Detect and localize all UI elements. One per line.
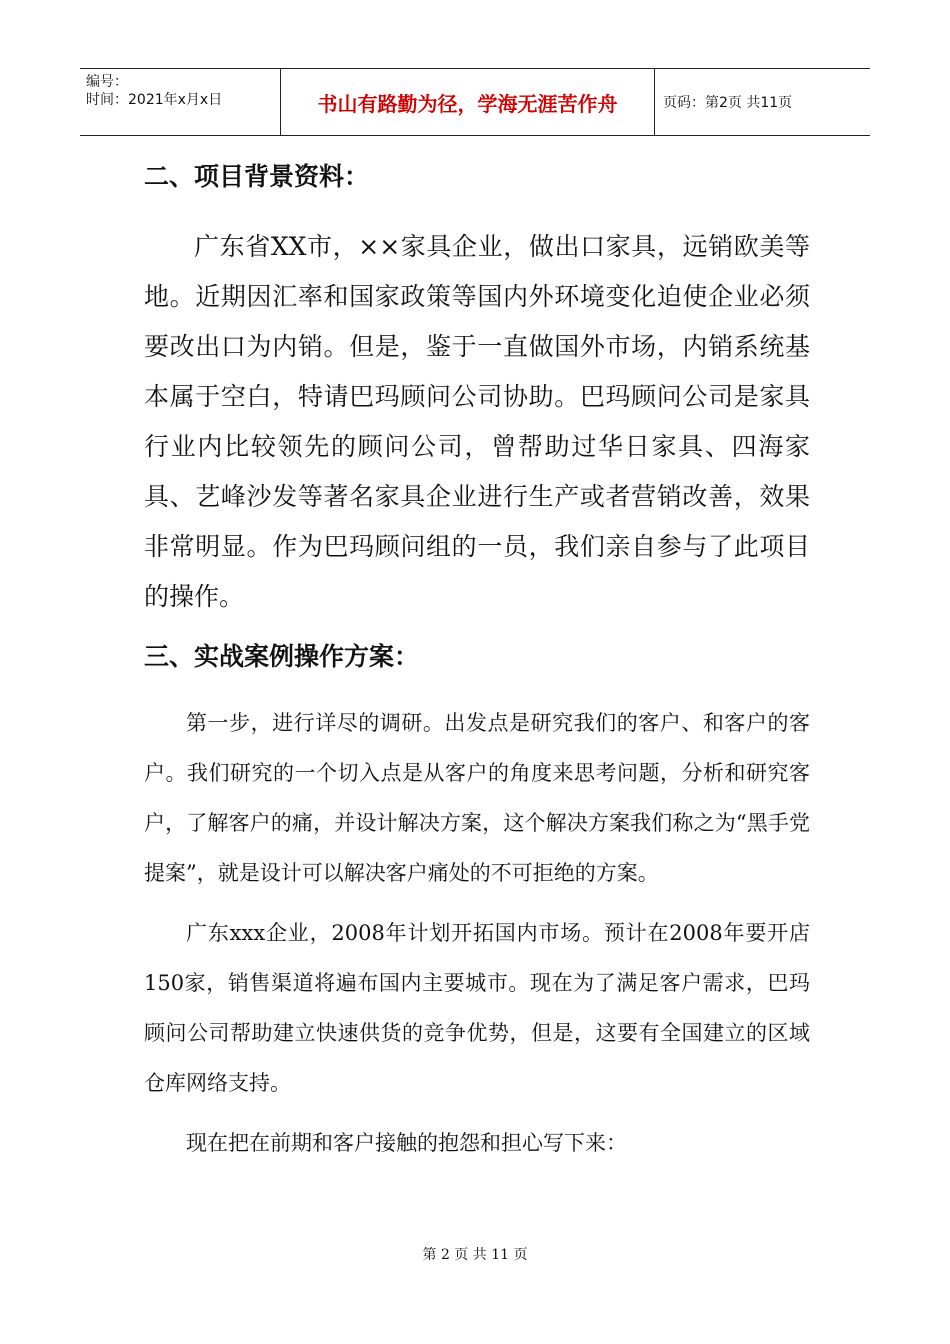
document-number-label: 编号： xyxy=(86,74,128,90)
paragraph-step-one: 第一步，进行详尽的调研。出发点是研究我们的客户、和客户的客户。我们研究的一个切入点是从客户的角度来思考问题，分析和研究客户，了解客户的痛，并设计解决方案，这个解决方案我们称之为“黑手党提案”，就是设计可以解决客户痛处的不可拒绝的方案。 xyxy=(144,711,810,885)
header-motto: 书山有路勤为径，学海无涯苦作舟 xyxy=(317,91,618,116)
header-table xyxy=(80,68,870,136)
header-page-cell xyxy=(655,69,870,135)
section-heading-case-plan: 三、实战案例操作方案： xyxy=(144,642,420,671)
paragraph-company-plan: 广东xxx企业，2008年计划开拓国内市场。预计在2008年要开店150家，销售渠道将遍布国内主要城市。现在为了满足客户需求，巴玛顾问公司帮助建立快速供货的竞争优势，但是，这要有全国建立的区域仓库网络支持。 xyxy=(144,921,810,1095)
page-footer: 第 2 页 共 11 页 xyxy=(422,1247,528,1263)
header-page-info: 页码：第2页 共11页 xyxy=(663,95,793,111)
section-heading-background: 二、项目背景资料： xyxy=(144,162,370,191)
paragraph-background: 广东省XX市，××家具企业，做出口家具，远销欧美等地。近期因汇率和国家政策等国内外环境变化迫使企业必须要改出口为内销。但是，鉴于一直做国外市场，内销系统基本属于空白，特请巴玛顾问公司协助。巴玛顾问公司是家具行业内比较领先的顾问公司，曾帮助过华日家具、四海家具、艺峰沙发等著名家具企业进行生产或者营销改善，效果非常明显。作为巴玛顾问组的一员，我们亲自参与了此项目的操作。 xyxy=(144,232,810,611)
document-date-label: 时间：2021年x月x日 xyxy=(86,92,223,108)
header-motto-cell xyxy=(281,69,655,135)
document-body xyxy=(144,160,810,1168)
header-meta-cell xyxy=(80,69,281,135)
paragraph-complaints: 现在把在前期和客户接触的抱怨和担心写下来： xyxy=(186,1131,627,1155)
